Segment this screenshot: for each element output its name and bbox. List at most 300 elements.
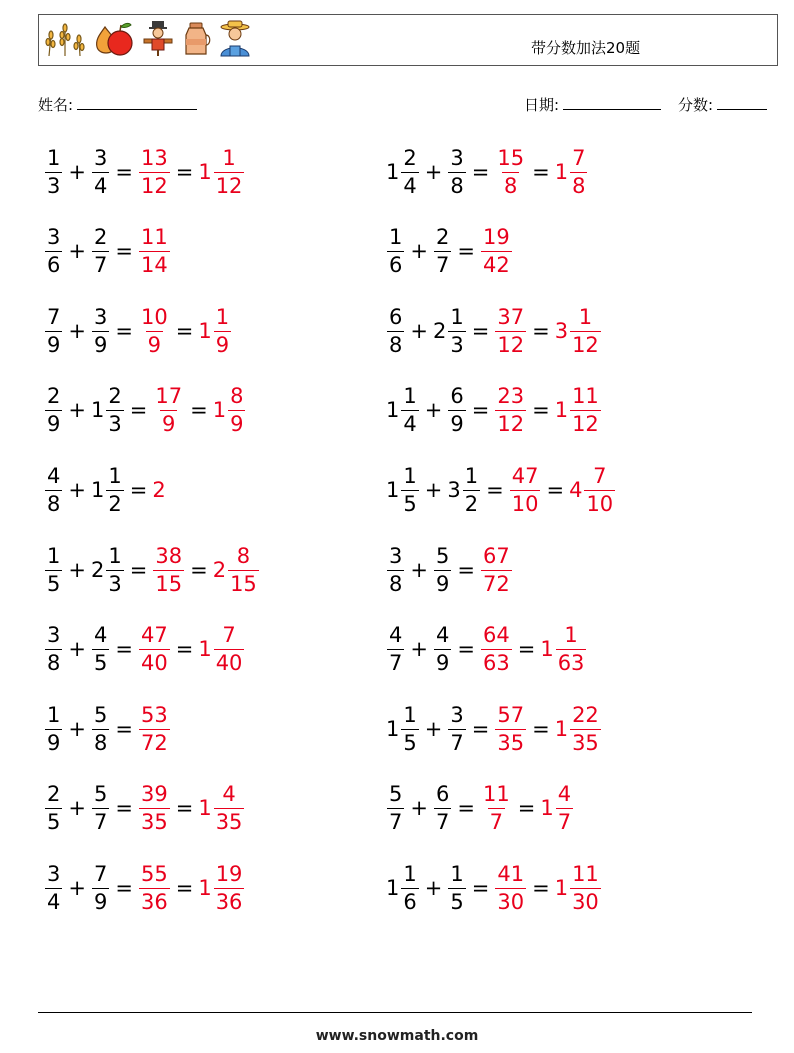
plus-sign: + [424,875,443,900]
problem-item [386,222,513,282]
plus-sign: + [68,716,86,741]
plus-sign: + [68,239,86,264]
answer-value [480,543,513,596]
answer-numerator: 11 [572,861,599,886]
addend-a-numerator: 1 [403,463,417,488]
problem-item [386,301,602,361]
name-blank[interactable] [77,95,197,110]
answer-fraction [495,386,526,435]
decoration-icons [43,21,253,61]
addend-b-fraction [448,861,465,914]
answer-value [152,543,185,596]
addend-b-denominator: 9 [435,571,450,596]
equals-sign: = [532,875,550,900]
answer-denominator: 42 [482,253,510,278]
answer-whole: 4 [569,477,583,502]
answer-denominator: 12 [140,173,168,198]
plus-sign: + [68,159,86,184]
answer-fraction [153,386,184,435]
plus-sign: + [410,557,428,582]
addend-b-numerator: 1 [108,543,122,568]
answer-value [138,145,171,198]
addend-a-denominator: 4 [403,412,417,437]
answer-denominator: 63 [482,651,510,676]
addend-a-numerator: 2 [47,384,61,409]
answer-fraction [495,861,526,914]
answer-fraction [481,543,512,596]
answer-denominator: 9 [162,412,176,437]
answer-numerator: 41 [497,861,525,886]
addend-a-fraction [387,784,404,833]
answer-whole: 1 [554,159,569,184]
addend-a-denominator: 6 [389,253,403,278]
answer-numerator: 4 [222,782,236,807]
addend-b-numerator: 6 [435,782,450,807]
answer-value [540,625,587,674]
answer-value [554,145,589,198]
answer-numerator: 11 [140,225,168,250]
equals-sign: = [115,875,133,900]
answer-fraction [228,543,259,596]
name-field [38,94,197,115]
addend-a-fraction [45,386,62,435]
addend-a-numerator: 1 [389,225,403,250]
addend-b-denominator: 3 [450,332,464,357]
answer-whole: 1 [198,318,212,343]
addend-b-denominator: 9 [435,651,450,676]
equals-sign: = [471,159,490,184]
addend-a-whole: 1 [386,477,400,502]
equals-sign: = [115,716,133,741]
equals-sign: = [175,637,194,662]
addend-a-denominator: 6 [47,253,61,278]
addend-a-fraction [45,227,62,276]
addend-a-denominator: 9 [47,730,61,755]
addend-a-fraction [45,463,62,516]
addend-b-numerator: 1 [464,463,479,488]
addend-b-fraction [106,463,123,516]
answer-fraction [139,625,170,674]
answer-numerator: 37 [497,304,525,329]
answer-denominator: 40 [140,651,168,676]
answer-denominator: 15 [155,571,183,596]
problem-item [386,620,587,680]
addend-b-numerator: 2 [108,384,122,409]
answer-value [198,861,245,914]
addend-b-fraction [434,227,451,276]
answer-denominator: 12 [215,173,243,198]
answer-denominator: 40 [215,651,243,676]
plus-sign: + [410,318,428,343]
addend-b-denominator: 8 [93,730,108,755]
answer-whole: 1 [554,875,569,900]
answer-value [138,304,171,357]
addend-a-denominator: 5 [47,571,61,596]
addend-a-denominator: 6 [403,889,417,914]
addend-b-fraction [448,145,465,198]
addend-b-numerator: 6 [450,384,464,409]
addend-b-fraction [106,543,123,596]
addend-a-fraction [387,543,404,596]
equals-sign: = [129,477,148,502]
answer-numerator: 11 [572,384,599,409]
answer-numerator: 13 [140,145,168,170]
equals-sign: = [175,875,194,900]
answer-numerator: 55 [140,861,168,886]
addend-b-fraction [92,304,109,357]
addend-a-fraction [387,304,404,357]
answer-whole: 3 [554,318,569,343]
equals-sign: = [517,796,536,821]
answer-denominator: 9 [215,332,230,357]
addend-a-whole: 1 [386,875,400,900]
answer-denominator: 35 [140,810,168,835]
answer-fraction [570,702,601,755]
answer-numerator: 19 [482,225,510,250]
answer-fraction [214,145,245,198]
answer-value [198,784,245,833]
addend-a-fraction [45,543,62,596]
pear-apple-icon [93,19,135,61]
answer-fraction [570,145,587,198]
problem-item [44,301,232,361]
addend-a-denominator: 8 [389,332,403,357]
footer-website: www.snowmath.com [315,1028,479,1044]
plus-sign: + [410,239,428,264]
addend-b-denominator: 9 [93,332,108,357]
addend-b-denominator: 5 [93,651,108,676]
addend-a-numerator: 2 [47,782,61,807]
addend-b-denominator: 7 [93,810,108,835]
answer-fraction [570,861,601,914]
addend-a-numerator: 1 [47,145,61,170]
answer-whole: 1 [198,637,212,662]
answer-value [569,463,616,516]
addend-b-denominator: 8 [450,173,464,198]
equals-sign: = [532,716,550,741]
plus-sign: + [68,637,86,662]
answer-numerator: 23 [497,384,525,409]
addend-a-numerator: 1 [47,543,61,568]
addend-b-numerator: 3 [450,145,464,170]
problem-item [386,142,588,202]
answer-numerator: 4 [557,782,572,807]
answer-whole: 1 [540,796,554,821]
equals-sign: = [175,159,194,184]
addend-a-denominator: 5 [403,730,417,755]
equals-sign: = [517,637,536,662]
answer-numerator: 10 [140,304,168,329]
addend-a-denominator: 7 [389,810,403,835]
answer-denominator: 36 [140,889,168,914]
equals-sign: = [115,159,133,184]
addend-b-denominator: 7 [450,730,464,755]
answer-denominator: 9 [230,412,244,437]
addend-a-numerator: 2 [403,145,417,170]
addend-a-whole: 1 [386,716,400,741]
answer-whole: 1 [198,796,212,821]
answer-fraction [214,625,245,674]
answer-value [480,625,513,674]
answer-denominator: 10 [511,491,539,516]
answer-denominator: 7 [557,810,572,835]
addend-a-denominator: 9 [47,412,61,437]
answer-denominator: 12 [572,412,599,437]
answer-numerator: 7 [222,623,236,648]
score-blank[interactable] [717,95,767,110]
addend-a-fraction [387,227,404,276]
addend-b-denominator: 5 [450,889,464,914]
addend-b-numerator: 7 [93,861,108,886]
answer-value [494,145,527,198]
addend-a-numerator: 3 [47,861,61,886]
addend-a-denominator: 8 [47,651,61,676]
answer-value [138,702,171,755]
plus-sign: + [68,875,86,900]
addend-b-numerator: 2 [435,225,450,250]
addend-a-whole: 1 [386,398,400,423]
answer-value [494,861,527,914]
answer-whole: 2 [212,557,227,582]
equals-sign: = [471,318,490,343]
addend-b-numerator: 2 [93,225,108,250]
answer-fraction [214,861,245,914]
addend-a-numerator: 1 [403,702,417,727]
answer-fraction [556,784,573,833]
addend-a-numerator: 1 [403,384,417,409]
plus-sign: + [68,318,86,343]
addend-b-denominator: 3 [108,412,122,437]
addend-b-fraction [448,702,465,755]
problem-item [386,460,616,520]
answer-fraction [139,861,170,914]
addend-a-fraction [45,861,62,914]
answer-numerator: 17 [155,384,183,409]
answer-value [212,543,260,596]
answer-fraction [481,625,512,674]
answer-whole: 1 [198,159,212,184]
addend-a-denominator: 7 [389,651,403,676]
answer-numerator: 39 [140,782,168,807]
answer-fraction [228,386,245,435]
addend-a-numerator: 1 [403,861,417,886]
answer-numerator: 47 [511,463,539,488]
answer-denominator: 15 [230,571,257,596]
addend-a-fraction [45,784,62,833]
answer-denominator: 30 [572,889,599,914]
addend-a-numerator: 4 [47,463,61,488]
addend-a-numerator: 4 [389,623,403,648]
addend-b-numerator: 5 [93,702,108,727]
addend-b-denominator: 3 [108,571,122,596]
addend-a-numerator: 3 [47,225,61,250]
addend-a-numerator: 6 [389,304,403,329]
plus-sign: + [410,637,428,662]
answer-fraction [495,145,526,198]
addend-a-numerator: 3 [47,623,61,648]
answer-fraction [556,625,587,674]
answer-denominator: 7 [489,810,504,835]
answer-value [480,784,513,833]
addend-a-fraction [401,463,418,516]
answer-value [494,304,527,357]
problem-item [44,858,245,918]
addend-b-fraction [434,784,451,833]
addend-b-denominator: 4 [93,173,108,198]
footer-divider [38,1012,752,1013]
farmer-icon [217,19,253,61]
answer-numerator: 53 [140,702,168,727]
equals-sign: = [486,477,504,502]
addend-b-fraction [92,784,109,833]
answer-value [509,463,542,516]
addend-b-denominator: 2 [464,491,479,516]
addend-a-fraction [45,304,62,357]
addend-b-numerator: 5 [435,543,450,568]
addend-b-denominator: 9 [93,889,108,914]
answer-fraction [584,463,615,516]
answer-value [138,861,171,914]
answer-numerator: 47 [140,623,168,648]
answer-whole: 2 [152,477,166,502]
addend-b-fraction [448,304,465,357]
equals-sign: = [115,796,133,821]
answer-value [152,477,166,502]
addend-b-fraction [92,625,109,674]
plus-sign: + [68,398,86,423]
date-field [524,94,661,115]
equals-sign: = [190,398,208,423]
answer-value [555,386,602,435]
answer-numerator: 19 [215,861,243,886]
answer-whole: 1 [198,875,212,900]
addend-b-fraction [92,145,109,198]
equals-sign: = [129,398,148,423]
plus-sign: + [68,477,86,502]
date-blank[interactable] [563,95,661,110]
equals-sign: = [532,398,550,423]
problem-item [386,540,513,600]
plus-sign: + [424,398,443,423]
addend-a-denominator: 3 [47,173,61,198]
addend-b-numerator: 4 [93,623,108,648]
addend-b-numerator: 5 [93,782,108,807]
worksheet-title: 带分数加法20题 [531,39,641,57]
addend-a-fraction [387,625,404,674]
addend-b-whole: 2 [432,318,447,343]
scarecrow-icon [141,19,175,61]
addend-a-numerator: 7 [47,304,61,329]
addend-b-fraction [434,625,451,674]
plus-sign: + [424,159,443,184]
answer-value [138,227,171,276]
addend-a-fraction [401,145,418,198]
addend-b-numerator: 1 [450,861,464,886]
addend-a-denominator: 8 [47,491,61,516]
answer-denominator: 8 [504,173,518,198]
answer-value [480,227,513,276]
wheat-icon [43,23,87,61]
problem-item [386,858,602,918]
problem-item [44,460,167,520]
answer-fraction [139,304,170,357]
answer-fraction [495,702,526,755]
answer-value [198,304,232,357]
addend-a-fraction [45,145,62,198]
problem-item [386,699,602,759]
answer-denominator: 35 [215,810,243,835]
equals-sign: = [546,477,565,502]
answer-fraction [139,145,170,198]
addend-a-fraction [45,702,62,755]
equals-sign: = [457,557,475,582]
addend-a-numerator: 1 [47,702,61,727]
equals-sign: = [115,318,133,343]
addend-b-numerator: 1 [108,463,122,488]
answer-numerator: 8 [236,543,251,568]
problem-item [44,620,245,680]
answer-numerator: 1 [564,623,578,648]
addend-b-numerator: 3 [450,702,464,727]
problem-item [386,779,574,839]
answer-numerator: 15 [497,145,525,170]
answer-fraction [570,304,601,357]
answer-denominator: 30 [497,889,525,914]
answer-whole: 1 [212,398,227,423]
addend-a-fraction [401,702,418,755]
answer-value [198,625,245,674]
answer-fraction [495,304,526,357]
answer-whole: 1 [554,398,569,423]
addend-a-fraction [45,625,62,674]
answer-numerator: 57 [497,702,525,727]
addend-b-whole: 1 [90,477,105,502]
answer-fraction [139,784,170,833]
equals-sign: = [471,875,490,900]
answer-value [554,861,602,914]
equals-sign: = [115,637,133,662]
answer-value [152,386,185,435]
addend-b-fraction [434,543,451,596]
problem-item [44,699,171,759]
plus-sign: + [410,796,428,821]
answer-denominator: 10 [586,491,614,516]
addend-b-fraction [448,386,465,435]
problem-item [44,222,171,282]
equals-sign: = [457,239,475,264]
plus-sign: + [68,557,86,582]
addend-b-denominator: 7 [435,253,450,278]
addend-b-denominator: 7 [93,253,108,278]
equals-sign: = [532,159,550,184]
answer-denominator: 72 [140,730,168,755]
answer-numerator: 64 [482,623,510,648]
addend-b-fraction [92,861,109,914]
answer-numerator: 7 [593,463,607,488]
addend-b-fraction [463,463,480,516]
answer-denominator: 14 [140,253,168,278]
score-field [678,94,767,115]
answer-whole: 1 [554,716,569,741]
answer-fraction [153,543,184,596]
answer-denominator: 8 [572,173,586,198]
answer-numerator: 1 [578,304,593,329]
score-label: 分数: [678,96,714,114]
answer-numerator: 8 [230,384,244,409]
addend-b-whole: 3 [447,477,461,502]
problem-item [44,540,260,600]
answer-fraction [510,463,541,516]
